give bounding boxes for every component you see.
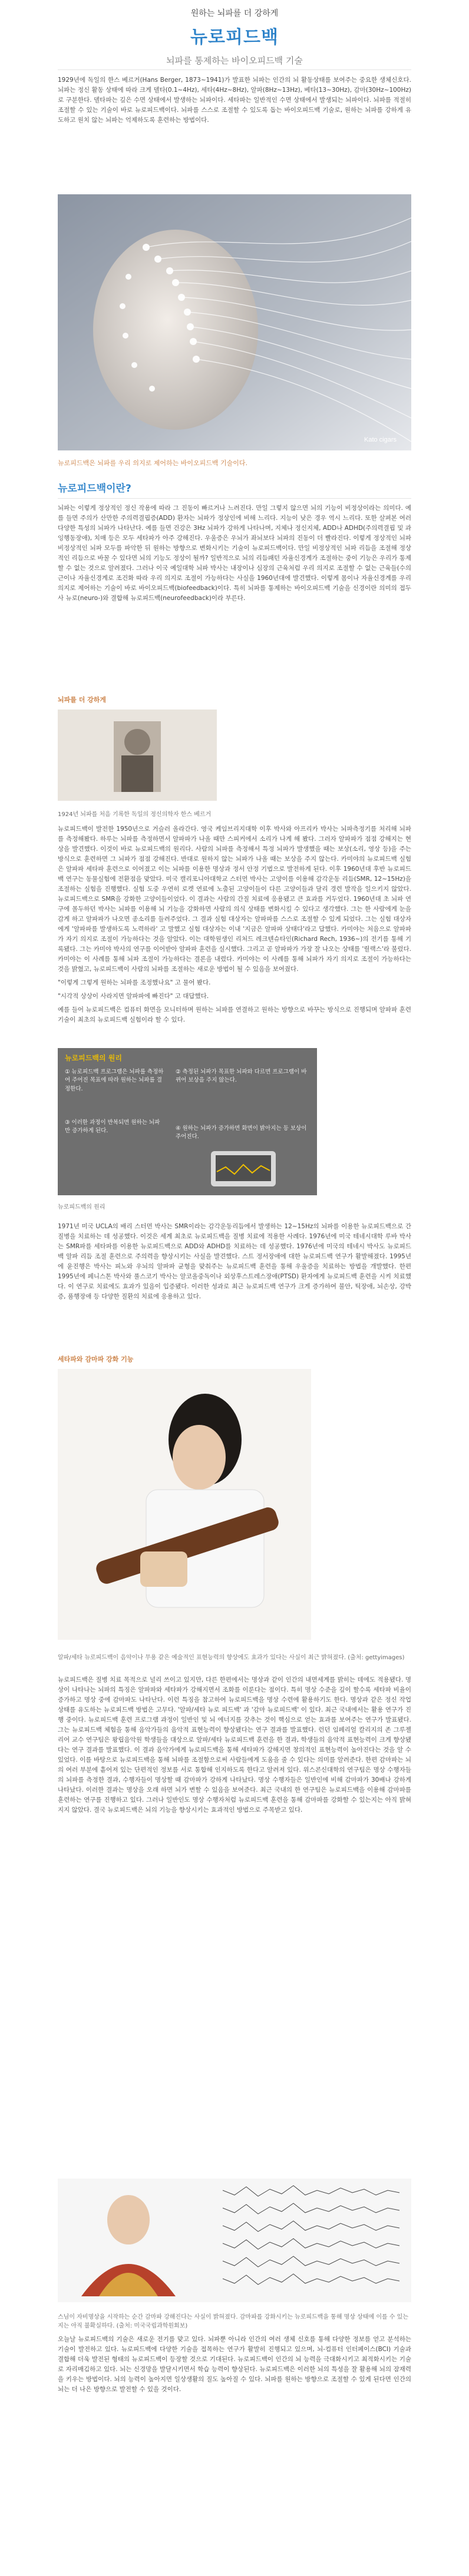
photo-berger-block: [58, 695, 411, 704]
photo-musician-caption: 알파/세타 뉴로피드백이 음악이나 무용 같은 예술적인 표현능력의 향상에도 효과가 있다는 사실이 최근 밝혀졌다. (출처: gettyimages): [58, 1655, 405, 1661]
section-divider: [58, 498, 411, 499]
portrait-illustration: [58, 710, 217, 801]
photo-musician-caption-wrap: [58, 1649, 411, 1661]
diagram-title: 뉴로피드백의 원리: [65, 1054, 122, 1062]
article-title: 뉴로피드백: [190, 27, 279, 48]
section-clinical: [58, 1222, 411, 1305]
photo-berger-label: 뇌파를 더 강하게: [58, 696, 107, 704]
quote-1: "이렇게 그렇게 원하는 뇌파를 조정했나요" 고 물어 봤다.: [58, 979, 211, 986]
diagram-step-1: ① 뉴로피드백 프로그램은 뇌파를 측정하여 주어진 목표에 따라 원하는 뇌파를 결정한다.: [65, 1069, 164, 1092]
article-subtitle: 뇌파를 통제하는 바이오피드백 기술: [166, 55, 303, 66]
section-meditation: [58, 1675, 411, 1819]
photo-monk-caption-wrap: [58, 2308, 411, 2329]
diagram-step-3: ③ 이러한 과정이 반복되면 원하는 뇌파만 증가하게 된다.: [65, 1119, 160, 1135]
diagram-caption: 뉴로피드백의 원리: [58, 1204, 105, 1211]
section-history-text: 뉴로피드백이 발전한 1950년으로 거슬러 올라간다. 영국 케임브리지대학 이후 박사와 아프리카 박사는 뇌파측정기를 처리해 뇌파를 측정해봤다. 하루는 뇌파를 측정하면서 알파파가 나올 때만 스피커에서 소리가 나게 해 봤다. 그러자 알파파가 점점 강해지는 현상을 발견했다. 이것이 바로 뉴로피드백의 원리다. 사람의 뇌파를 측정해서 특정 뇌파가 발생했을 때는 보상(소리, 영상 등)을 주는 방식으로 훈련하면 그 뇌파가 점점 강해진다. 반대로 원하지 않는 뇌파가 나올 때는 보상을 주지 않는다. 카미야의 뉴로피드백 실험은 알파파 세타파 훈련으로 이어졌고 이는 뇌파를 이용한 명상과 정서 안정 기법으로 발전하게 된다. 이후 1960년대 후반 뉴로피드백 연구는 동물실험에 전환점을 맞았다. 미국 캘리포니아대학교 스터먼 박사는 고양이를 이용해 감각운동 리듬(SMR, 12~15Hz)을 조절하는 실험을 진행했다. 실험 도중 우연히 로켓 연료에 노출된 고양이들이 다른 고양이들과 달리 경련 발작을 일으키지 않았다. 뉴로피드백으로 SMR을 강화한 고양이들이었다. 이 결과는 사람의 간질 치료에 응용됐고 큰 효과를 거두었다. 1960년대 초 뇌파 연구에 몰두하던 박사는 뇌파를 이용해 뇌 기능을 강화하면 사람의 의식 상태를 변화시킬 수 있다고 생각했다. 그는 한 사람에게 눈을 감게 하고 알파파가 나오면 종소리를 들려주었다. 그 결과 실험 대상자는 알파파를 스스로 조절할 수 있게 되었다. 그는 실험 대상자에게 '알파파를 발생하도록 노력하라' 고 말했고 실험 대상자는 이내 '지금은 알파파 상태다'라고 답했다. 카미야는 처음으로 알파파가 자기 의지로 조절이 가능하다는 것을 알았다. 이는 대학원생인 리처드 레크텐슈타인(Richard Rech, 1936~)의 전기를 통해 기록됐다. 그는 카미야 박사의 연구를 이어받아 알파파 훈련을 실시했다. 그리고 곧 알파파가 가장 잘 나오는 상태를 '릴랙스'라 불렀다. 카미야는 이 사례를 통해 뇌파 조절이 가능하다는 결론을 내렸다. 카미야는 이 사례를 통해 뇌파가 자기 의지로 조절이 가능하다는 것을 밝혔고, 뉴로피드백이 사람의 뇌파를 조절하는 새로운 방법이 될 수 있음을 보여줬다.: [58, 825, 411, 973]
intro-block: [58, 75, 411, 129]
photo-musician: [58, 1369, 311, 1640]
section-future-text: 오늘날 뉴로피드백의 기술은 새로운 전기를 맞고 있다. 뇌파뿐 아니라 인간의 여러 생체 신호를 통해 다양한 정보를 얻고 분석하는 기술이 발전하고 있다. 뉴로피드백에 다양한 기술을 접목하는 연구가 활발히 진행되고 있으며, 뇌-컴퓨터 인터페이스(BCI) 기술과 결합해 더욱 발전된 형태의 뉴로피드백이 등장할 것으로 기대된다. 뉴로피드백이 인간의 뇌 능력을 극대화시키고 최적화시키는 기술로 자리매김하고 있다. 뇌는 신경망을 발달시키면서 학습 능력이 향상된다. 뉴로피드백은 이러한 뇌의 특성을 잘 활용해 뇌의 잠재력을 키우는 방법이다. 뇌의 능력이 높아지면 일상생활의 질도 높아질 수 있다. 뇌파를 원하는 방향으로 조절할 수 있게 된다면 인간의 뇌는 더 나은 방향으로 발전할 수 있을 것이다.: [58, 2336, 411, 2393]
section-clinical-text: 1971년 미국 UCLA의 배리 스터먼 박사는 SMR이라는 감각운동리듬에서 발생하는 12~15Hz의 뇌파를 이용한 뉴로피드백으로 간질병을 치료하는 데 성공했다. 이것은 세계 최초로 뉴로피드백을 질병 치료에 적용한 사례다. 1976년에 미국 테네시대학 루바 박사는 SMR파를 세타파를 이용한 뉴로피드백으로 ADD와 ADHD를 치료하는 데 성공했다. 1976년에 미국의 테네시 박사도 뉴로피드백 알파 리듬 조절 훈련으로 주의력을 향상시키는 사실을 발견했다. 스트 정서장애에 대한 뉴로피드백 연구가 활발해졌다. 1995년에 윤진행은 박사는 피노와 우뇌의 알파파 균형을 맞춰주는 뉴로피드백 훈련을 통해 우울증을 치료하는 방법을 개발했다. 한편 1995년에 페니스톤 박사와 풀스코기 박사는 알코올중독이나 외상후스트레스장애(PTSD) 환자에게 뉴로피드백 훈련을 시켜 치료했다. 이 연구로 치료에도 효과가 있음이 입증됐다. 이러한 성과로 최근 뉴로피드백 연구가 크게 증가하여 불안, 틱장애, 뇌손상, 강박증, 품행장애 등 다양한 질환의 치료에 응용하고 있다.: [58, 1223, 411, 1300]
musician-illustration: [58, 1369, 311, 1640]
photo-monk-caption: 스님이 자비명상을 시작하는 순간 감마파 강해진다는 사실이 밝혀졌다. 감마파를 강화시키는 뉴로피드백을 통해 명상 상태에 이를 수 있는지는 아직 불확실하다. (출처: 미국국립과학원회보): [58, 2314, 408, 2329]
section-meditation-text: 뉴로피드백은 질병 치료 목적으로 널리 쓰이고 있지만, 다른 한편에서는 명상과 같이 인간의 내면세계를 밝히는 데에도 적용됐다. 명상이 나타나는 뇌파의 특징은 알파파와 세타파가 강해지면서 조화를 이룬다는 점이다. 특히 명상 수준을 깊이 할수록 세타파 비율이 증가하고 명상 중에 감마파도 나타난다. 이런 특징을 참고하여 뉴로피드백을 명상 수련에 활용하기도 한다. 명상과 같은 정신 작업 상태를 유도하는 뉴로피드백 방법은 고무다. '알파/세타 뉴로 피드백' 과 '감마 뉴로피드백' 이 있다. 최근 국내에서는 활용 연구가 진행 중이다. 뉴로피드백 훈련 프로그램 과정이 일반인 및 뇌 에너지를 갖추는 것이 핵심으로 얻는 효과를 보여주는 연구가 발표됐다. 그는 뉴로피드백 체험을 통해 음악가들의 음악적 표현능력이 향상됐다는 연구 결과를 발표했다. 런던 임페리얼 칼리지의 존 그루젤리어 교수 연구팀은 왕립음악원 학생들을 대상으로 알파/세타 뉴로피드백 훈련을 한 결과, 학생들의 음악적 표현능력이 크게 향상됐다는 연구 결과를 발표했다. 이 결과 음악가에게 뉴로피드백을 통해 세타파가 강해지면 창의적인 표현능력이 높아진다는 것을 알 수 있었다. 이를 바탕으로 뉴로피드백을 통해 뇌파를 조절함으로써 사람들에게 도움을 줄 수 있다는 의미를 알려준다. 한편 감마파는 뇌의 여러 부분에 흩어져 있는 단편적인 정보를 서로 통합해 인지하도록 한다고 알려져 있다. 위스콘신대학의 연구팀은 명상 수행자들의 뇌파를 측정한 결과, 수행자들이 명상할 때 감마파가 강하게 나타났다. 명상 수행자들은 일반인에 비해 감마파가 30배나 강하게 나타났다. 이러한 결과는 명상을 오래 하면 뇌가 변할 수 있음을 보여준다. 최근 국내의 한 연구팀은 뉴로피드백을 이용해 감마파를 훈련하는 연구를 진행하고 있다. 그러나 일반인도 명상 수행자처럼 뉴로피드백 훈련을 통해 감마파를 강화할 수 있는지는 아직 밝혀지지 않았다. 결국 뉴로피드백은 뇌의 기능을 향상시키는 효과적인 방법으로 주목받고 있다.: [58, 1676, 411, 1814]
section-history: [58, 824, 411, 1029]
intro-paragraph: 1929년에 독일의 한스 베르거(Hans Berger, 1873~1941)가 발표한 뇌파는 인간의 뇌 활동상태를 보여주는 중요한 생체신호다. 뇌파는 정신 활동 상태에 따라 크게 델타(0.1~4Hz), 세타(4Hz~8Hz), 알파(8Hz~13Hz), 베타(13~30Hz), 감마(30Hz~100Hz)로 구분한다. 델타파는 깊은 수면 상태에서 발생하는 뇌파이다. 세타파는 일반적인 수면 상태에서 발생되는 뇌파이다. 뇌파를 적절히 조절할 수 있는 기술이 바로 뉴로피드백이다. 뇌파를 스스로 조절할 수 있도록 돕는 바이오피드백 기술로, 원하는 뇌파를 강하게 유도하고 원치 않는 뇌파는 억제하도록 훈련하는 방법이다.: [58, 77, 411, 124]
diagram-principle: [58, 1048, 317, 1195]
diagram-monitor: [205, 1148, 299, 1189]
section-what-is-text: 뇌파는 이렇게 정상적인 정신 작용에 따라 그 진동이 빠르거나 느려진다. 만일 그렇지 않으면 뇌의 기능이 비정상이라는 의미다. 예를 들면 주의가 산만한 주의력결핍증(ADD) 환자는 뇌파가 정상인에 비해 느리다. 지능이 낮은 경우 역시 느리다. 또한 살펴본 여러 다양한 특성의 뇌파가 나타난다. 예를 들면 건강은 3Hz 뇌파가 강하게 나타나며, 지체나 정신지체, ADD나 ADHD(주의력결핍 및 과잉행동장애), 치매 등은 모두 세타파가 아주 강해진다. 우울증은 우뇌가 좌뇌보다 뇌파의 진동이 더 빨라진다. 이렇게 정상적인 뇌파 비정상적인 뇌파 모두를 파악한 뒤 원하는 방향으로 변화시키는 기술이 뉴로피드백이다. 만일 비정상적인 뇌파 리듬을 조절해 정상적인 리듬으로 바꿀 수 있다면 뇌의 기능도 정상이 될까? 일반적으로 뇌의 리듬패턴 자율신경계가 조절하는 중이 기능은 우리가 통제할 수 없는 것으로 알려졌다. 그러나 이국 예일대학 뇌파 박사는 내장이나 심장의 근육처럼 우리 의지로 조절할 수 없는 근육들(수의근이나 자율신경계로 조건화 따라 우리 의지로 조절이 가능하다는 사실을 1960년대에 발견했다. 이렇게 몸이나 자율신경계를 우리 의지로 제어하는 기술이 바로 바이오피드백(biofeedback)이다. 특히 뇌파를 통제하는 바이오피드백 기술을 신경이란 의미의 접두사 뉴로(neuro-)와 결합해 뉴로피드백(neurofeedback)이라 부른다.: [58, 505, 411, 602]
photo-musician-label: 세타파와 감마파 강화 기능: [58, 1355, 134, 1363]
photo-berger-caption: 1924년 뇌파를 처음 기록한 독일의 정신의학자 한스 베르거: [58, 811, 212, 818]
hero-caption: 뉴로피드백은 뇌파를 우리 의지로 제어하는 바이오피드백 기술이다.: [58, 459, 248, 467]
photo-musician-label-wrap: [58, 1354, 411, 1364]
section-future: [58, 2335, 411, 2398]
photo-berger: [58, 710, 217, 801]
section-history-text-2: 예를 들어 뉴로피드백은 컴퓨터 화면을 모니터하며 원하는 뇌파를 연결하고 원하는 방향으로 바꾸는 방식으로 진행되며 알파파 훈련 기술이 최초의 뉴로피드백 실험이라 할 수 있다.: [58, 1006, 411, 1023]
diagram-step-2: ② 측정된 뇌파가 목표한 뇌파와 다르면 프로그램이 바뀌어 보상을 주지 않는다.: [176, 1069, 307, 1084]
diagram-caption-wrap: [58, 1198, 411, 1211]
diagram-step-4: ④ 원하는 뇌파가 증가하면 화면이 밝아지는 등 보상이 주어진다.: [176, 1125, 307, 1141]
photo-berger-caption-wrap: [58, 805, 411, 818]
header-divider: [58, 69, 411, 70]
brain-sensor-illustration: [58, 194, 411, 450]
section-what-is-title: 뉴로피드백이란?: [58, 483, 131, 495]
hero-credit: Kato cigars: [364, 436, 397, 443]
photo-monk-eeg: [58, 2179, 411, 2302]
monk-eeg-illustration: [58, 2179, 411, 2302]
quote-2: "시각적 상상이 사라지면 알파파에 빠진다" 고 대답했다.: [58, 993, 209, 1000]
section-what-is: [58, 480, 411, 607]
hero-image: [58, 194, 411, 450]
hero-caption-wrap: [58, 453, 411, 468]
article-kicker: 원하는 뇌파를 더 강하게: [190, 9, 279, 18]
